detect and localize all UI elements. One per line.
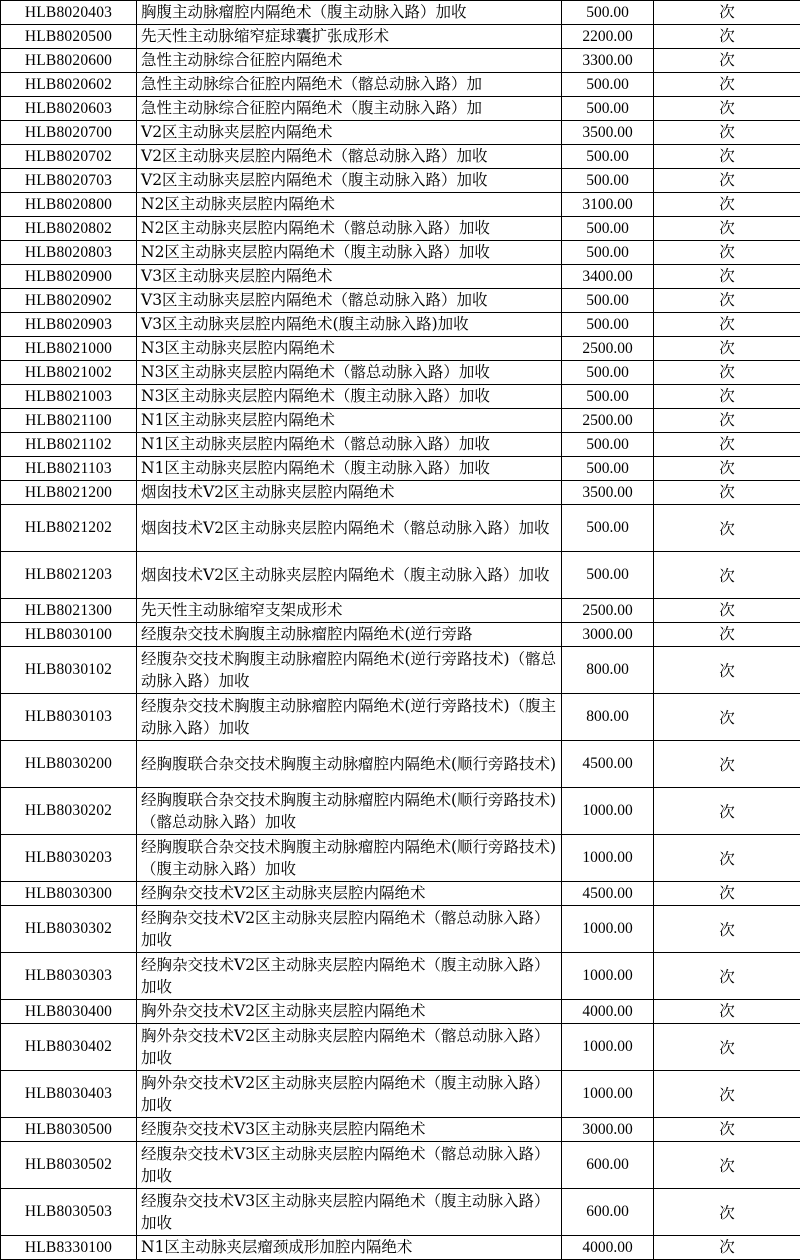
- item-code: HLB8021203: [1, 552, 137, 599]
- item-name: 经胸腹联合杂交技术胸腹主动脉瘤腔内隔绝术(顺行旁路技术)（髂总动脉入路）加收: [137, 788, 562, 835]
- item-price: 1000.00: [562, 788, 654, 835]
- item-code: HLB8020802: [1, 217, 137, 241]
- item-price: 2200.00: [562, 25, 654, 49]
- table-row: [1, 457, 800, 481]
- item-unit: 次: [654, 457, 800, 481]
- item-code: HLB8030502: [1, 1142, 137, 1189]
- item-name: 烟囱技术V2区主动脉夹层腔内隔绝术（髂总动脉入路）加收: [137, 505, 562, 552]
- item-code: HLB8030500: [1, 1118, 137, 1142]
- item-price: 3500.00: [562, 121, 654, 145]
- item-price: 500.00: [562, 505, 654, 552]
- table-row: [1, 217, 800, 241]
- item-name: N3区主动脉夹层腔内隔绝术（腹主动脉入路）加收: [137, 385, 562, 409]
- item-code: HLB8020803: [1, 241, 137, 265]
- table-row: [1, 145, 800, 169]
- item-price: 500.00: [562, 433, 654, 457]
- item-code: HLB8020902: [1, 289, 137, 313]
- table-row: [1, 647, 800, 694]
- table-row: [1, 433, 800, 457]
- table-row: [1, 25, 800, 49]
- table-row: [1, 694, 800, 741]
- item-code: HLB8021003: [1, 385, 137, 409]
- item-unit: 次: [654, 694, 800, 741]
- table-row: [1, 953, 800, 1000]
- item-unit: 次: [654, 788, 800, 835]
- item-unit: 次: [654, 289, 800, 313]
- item-unit: 次: [654, 361, 800, 385]
- item-code: HLB8021100: [1, 409, 137, 433]
- item-name: 经腹杂交技术胸腹主动脉瘤腔内隔绝术(逆行旁路: [137, 623, 562, 647]
- table-row: [1, 193, 800, 217]
- item-code: HLB8020403: [1, 1, 137, 25]
- table-row: [1, 906, 800, 953]
- item-name: 胸外杂交技术V2区主动脉夹层腔内隔绝术（髂总动脉入路）加收: [137, 1024, 562, 1071]
- table-row: [1, 481, 800, 505]
- item-price: 600.00: [562, 1142, 654, 1189]
- table-row: [1, 361, 800, 385]
- item-code: HLB8030300: [1, 882, 137, 906]
- item-price: 4000.00: [562, 1000, 654, 1024]
- table-row: [1, 265, 800, 289]
- item-code: HLB8020903: [1, 313, 137, 337]
- item-name: 经腹杂交技术胸腹主动脉瘤腔内隔绝术(逆行旁路技术)（腹主动脉入路）加收: [137, 694, 562, 741]
- item-name: 胸外杂交技术V2区主动脉夹层腔内隔绝术: [137, 1000, 562, 1024]
- item-code: HLB8030302: [1, 906, 137, 953]
- item-unit: 次: [654, 882, 800, 906]
- table-row: [1, 505, 800, 552]
- item-code: HLB8021002: [1, 361, 137, 385]
- table-row: [1, 169, 800, 193]
- table-row: [1, 97, 800, 121]
- item-price: 4500.00: [562, 882, 654, 906]
- item-price: 500.00: [562, 361, 654, 385]
- item-code: HLB8020702: [1, 145, 137, 169]
- item-unit: 次: [654, 953, 800, 1000]
- item-unit: 次: [654, 1189, 800, 1236]
- item-unit: 次: [654, 623, 800, 647]
- item-price: 3300.00: [562, 49, 654, 73]
- item-name: 经腹杂交技术胸腹主动脉瘤腔内隔绝术(逆行旁路技术)（髂总动脉入路）加收: [137, 647, 562, 694]
- item-code: HLB8330100: [1, 1236, 137, 1260]
- item-unit: 次: [654, 835, 800, 882]
- item-unit: 次: [654, 1071, 800, 1118]
- item-name: N1区主动脉夹层腔内隔绝术（腹主动脉入路）加收: [137, 457, 562, 481]
- item-price: 3000.00: [562, 1118, 654, 1142]
- item-unit: 次: [654, 599, 800, 623]
- item-name: N3区主动脉夹层腔内隔绝术: [137, 337, 562, 361]
- item-unit: 次: [654, 337, 800, 361]
- item-name: 烟囱技术V2区主动脉夹层腔内隔绝术（腹主动脉入路）加收: [137, 552, 562, 599]
- item-price: 500.00: [562, 457, 654, 481]
- item-unit: 次: [654, 169, 800, 193]
- item-name: V3区主动脉夹层腔内隔绝术（髂总动脉入路）加收: [137, 289, 562, 313]
- table-row: [1, 121, 800, 145]
- item-price: 500.00: [562, 217, 654, 241]
- item-price: 3100.00: [562, 193, 654, 217]
- item-unit: 次: [654, 265, 800, 289]
- item-name: 先天性主动脉缩窄症球囊扩张成形术: [137, 25, 562, 49]
- item-price: 3000.00: [562, 623, 654, 647]
- item-price: 1000.00: [562, 906, 654, 953]
- item-unit: 次: [654, 121, 800, 145]
- item-code: HLB8030303: [1, 953, 137, 1000]
- table-row: [1, 835, 800, 882]
- item-code: HLB8020603: [1, 97, 137, 121]
- table-row: [1, 313, 800, 337]
- item-unit: 次: [654, 25, 800, 49]
- item-name: 经胸腹联合杂交技术胸腹主动脉瘤腔内隔绝术(顺行旁路技术): [137, 741, 562, 788]
- item-unit: 次: [654, 49, 800, 73]
- item-name: 经腹杂交技术V3区主动脉夹层腔内隔绝术: [137, 1118, 562, 1142]
- item-code: HLB8020703: [1, 169, 137, 193]
- item-price: 500.00: [562, 552, 654, 599]
- item-price: 500.00: [562, 169, 654, 193]
- item-unit: 次: [654, 217, 800, 241]
- table-row: [1, 385, 800, 409]
- table-row: [1, 73, 800, 97]
- item-unit: 次: [654, 1000, 800, 1024]
- item-code: HLB8020602: [1, 73, 137, 97]
- item-price: 500.00: [562, 145, 654, 169]
- item-code: HLB8030202: [1, 788, 137, 835]
- item-code: HLB8030400: [1, 1000, 137, 1024]
- table-row: [1, 599, 800, 623]
- item-code: HLB8030403: [1, 1071, 137, 1118]
- item-unit: 次: [654, 241, 800, 265]
- item-unit: 次: [654, 1142, 800, 1189]
- item-name: V2区主动脉夹层腔内隔绝术（髂总动脉入路）加收: [137, 145, 562, 169]
- item-unit: 次: [654, 313, 800, 337]
- table-row: [1, 337, 800, 361]
- item-code: HLB8021202: [1, 505, 137, 552]
- item-price: 800.00: [562, 647, 654, 694]
- item-price: 3500.00: [562, 481, 654, 505]
- item-code: HLB8020800: [1, 193, 137, 217]
- item-code: HLB8030503: [1, 1189, 137, 1236]
- item-price: 2500.00: [562, 337, 654, 361]
- item-name: 胸腹主动脉瘤腔内隔绝术（腹主动脉入路）加收: [137, 1, 562, 25]
- table-row: [1, 882, 800, 906]
- item-code: HLB8030402: [1, 1024, 137, 1071]
- item-price: 600.00: [562, 1189, 654, 1236]
- item-price: 1000.00: [562, 835, 654, 882]
- item-code: HLB8020900: [1, 265, 137, 289]
- item-name: 急性主动脉综合征腔内隔绝术（髂总动脉入路）加: [137, 73, 562, 97]
- item-name: 经胸腹联合杂交技术胸腹主动脉瘤腔内隔绝术(顺行旁路技术)（腹主动脉入路）加收: [137, 835, 562, 882]
- item-name: V3区主动脉夹层腔内隔绝术(腹主动脉入路)加收: [137, 313, 562, 337]
- item-code: HLB8021300: [1, 599, 137, 623]
- item-unit: 次: [654, 1024, 800, 1071]
- item-price: 1000.00: [562, 1071, 654, 1118]
- item-price: 2500.00: [562, 599, 654, 623]
- item-price: 4500.00: [562, 741, 654, 788]
- item-unit: 次: [654, 1118, 800, 1142]
- item-code: HLB8030102: [1, 647, 137, 694]
- item-price: 2500.00: [562, 409, 654, 433]
- item-unit: 次: [654, 193, 800, 217]
- item-name: 先天性主动脉缩窄支架成形术: [137, 599, 562, 623]
- item-name: 经胸杂交技术V2区主动脉夹层腔内隔绝术（腹主动脉入路）加收: [137, 953, 562, 1000]
- item-price: 500.00: [562, 241, 654, 265]
- item-code: HLB8020700: [1, 121, 137, 145]
- item-code: HLB8030200: [1, 741, 137, 788]
- item-name: 烟囱技术V2区主动脉夹层腔内隔绝术: [137, 481, 562, 505]
- table-row: [1, 1236, 800, 1260]
- item-price: 1000.00: [562, 953, 654, 1000]
- item-price: 4000.00: [562, 1236, 654, 1260]
- item-name: N2区主动脉夹层腔内隔绝术（腹主动脉入路）加收: [137, 241, 562, 265]
- item-name: N1区主动脉夹层腔内隔绝术: [137, 409, 562, 433]
- item-unit: 次: [654, 385, 800, 409]
- item-price: 500.00: [562, 289, 654, 313]
- table-row: [1, 623, 800, 647]
- item-unit: 次: [654, 741, 800, 788]
- item-code: HLB8030103: [1, 694, 137, 741]
- item-name: N1区主动脉夹层腔内隔绝术（髂总动脉入路）加收: [137, 433, 562, 457]
- item-code: HLB8030203: [1, 835, 137, 882]
- item-name: 经腹杂交技术V3区主动脉夹层腔内隔绝术（髂总动脉入路）加收: [137, 1142, 562, 1189]
- item-price: 500.00: [562, 97, 654, 121]
- table-row: [1, 1189, 800, 1236]
- item-name: 经胸杂交技术V2区主动脉夹层腔内隔绝术: [137, 882, 562, 906]
- item-code: HLB8021200: [1, 481, 137, 505]
- table-row: [1, 241, 800, 265]
- item-unit: 次: [654, 73, 800, 97]
- item-unit: 次: [654, 409, 800, 433]
- item-code: HLB8020600: [1, 49, 137, 73]
- table-row: [1, 788, 800, 835]
- item-name: V3区主动脉夹层腔内隔绝术: [137, 265, 562, 289]
- item-code: HLB8020500: [1, 25, 137, 49]
- item-unit: 次: [654, 97, 800, 121]
- item-name: V2区主动脉夹层腔内隔绝术: [137, 121, 562, 145]
- item-unit: 次: [654, 505, 800, 552]
- table-row: [1, 1024, 800, 1071]
- item-code: HLB8021102: [1, 433, 137, 457]
- table-row: [1, 1000, 800, 1024]
- item-unit: 次: [654, 433, 800, 457]
- item-price: 500.00: [562, 313, 654, 337]
- item-price: 500.00: [562, 385, 654, 409]
- table-row: [1, 1118, 800, 1142]
- table-row: [1, 1071, 800, 1118]
- item-name: V2区主动脉夹层腔内隔绝术（腹主动脉入路）加收: [137, 169, 562, 193]
- item-name: N3区主动脉夹层腔内隔绝术（髂总动脉入路）加收: [137, 361, 562, 385]
- item-name: 急性主动脉综合征腔内隔绝术（腹主动脉入路）加: [137, 97, 562, 121]
- table-row: [1, 409, 800, 433]
- item-price: 1000.00: [562, 1024, 654, 1071]
- item-unit: 次: [654, 906, 800, 953]
- item-unit: 次: [654, 552, 800, 599]
- item-unit: 次: [654, 1, 800, 25]
- item-name: 经腹杂交技术V3区主动脉夹层腔内隔绝术（腹主动脉入路）加收: [137, 1189, 562, 1236]
- item-price: 500.00: [562, 1, 654, 25]
- item-unit: 次: [654, 145, 800, 169]
- item-name: 经胸杂交技术V2区主动脉夹层腔内隔绝术（髂总动脉入路）加收: [137, 906, 562, 953]
- item-code: HLB8021000: [1, 337, 137, 361]
- item-name: 胸外杂交技术V2区主动脉夹层腔内隔绝术（腹主动脉入路）加收: [137, 1071, 562, 1118]
- item-price: 3400.00: [562, 265, 654, 289]
- item-price: 500.00: [562, 73, 654, 97]
- table-row: [1, 1142, 800, 1189]
- table-row: [1, 49, 800, 73]
- fee-table-body: [1, 1, 800, 1260]
- item-price: 800.00: [562, 694, 654, 741]
- item-code: HLB8030100: [1, 623, 137, 647]
- item-code: HLB8021103: [1, 457, 137, 481]
- item-unit: 次: [654, 1236, 800, 1260]
- item-unit: 次: [654, 481, 800, 505]
- item-unit: 次: [654, 647, 800, 694]
- table-row: [1, 1, 800, 25]
- item-name: N1区主动脉夹层瘤颈成形加腔内隔绝术: [137, 1236, 562, 1260]
- table-row: [1, 289, 800, 313]
- table-row: [1, 552, 800, 599]
- item-name: N2区主动脉夹层腔内隔绝术（髂总动脉入路）加收: [137, 217, 562, 241]
- item-name: N2区主动脉夹层腔内隔绝术: [137, 193, 562, 217]
- item-name: 急性主动脉综合征腔内隔绝术: [137, 49, 562, 73]
- table-row: [1, 741, 800, 788]
